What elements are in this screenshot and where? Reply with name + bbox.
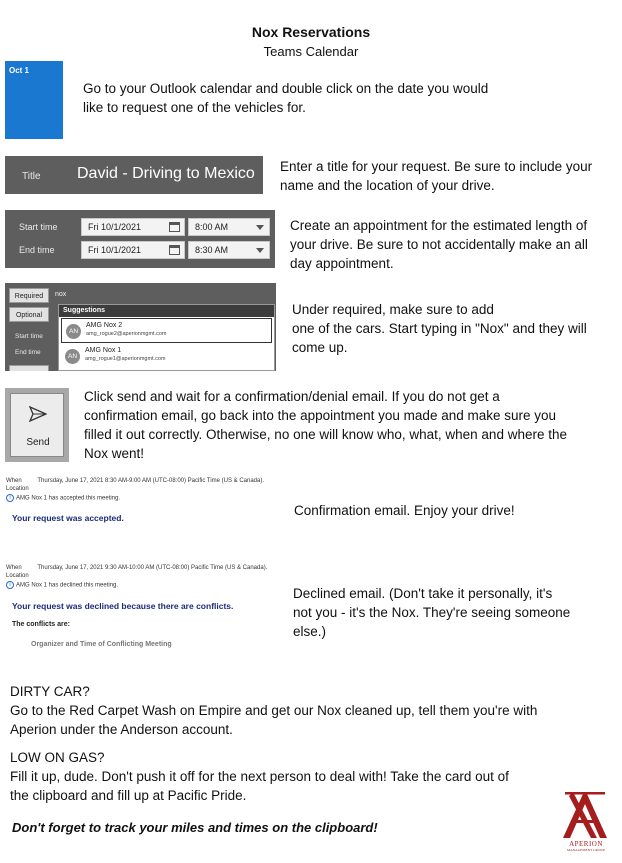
email-info-text: AMG Nox 1 has accepted this meeting. bbox=[16, 495, 121, 502]
suggestion-name: AMG Nox 1 bbox=[85, 347, 122, 354]
send-button-label: Send bbox=[26, 437, 50, 448]
declined-status: Your request was declined because there are conflicts. bbox=[12, 601, 234, 611]
end-date-picker[interactable] bbox=[81, 241, 185, 259]
calendar-date-label: Oct 1 bbox=[9, 66, 30, 75]
start-date-value: Fri 10/1/2021 bbox=[88, 222, 142, 232]
info-icon: i bbox=[6, 581, 14, 589]
send-button[interactable] bbox=[10, 393, 64, 457]
step5-line: confirmation email, go back into the appointment you made and make sure you bbox=[84, 408, 557, 423]
logo-subtitle: MANAGEMENT GROUP bbox=[567, 848, 605, 852]
title-field-input[interactable]: David - Driving to Mexico bbox=[77, 165, 255, 182]
chevron-down-icon bbox=[256, 225, 264, 230]
dirty-car-line: Aperion under the Anderson account. bbox=[10, 722, 233, 737]
step3-line: day appointment. bbox=[290, 256, 394, 271]
end-time-value: 8:30 AM bbox=[195, 245, 229, 255]
low-gas-section bbox=[10, 748, 509, 805]
suggestions-header: Suggestions bbox=[59, 305, 274, 317]
step3-line: Create an appointment for the estimated length of bbox=[290, 218, 588, 233]
email-location-label: Location bbox=[6, 573, 29, 579]
aperion-logo bbox=[551, 788, 621, 854]
attendees-panel bbox=[5, 283, 276, 371]
accepted-email bbox=[6, 478, 264, 523]
start-time-label: Start time bbox=[19, 222, 58, 232]
send-button-frame bbox=[5, 388, 69, 462]
declined-caption-line: not you - it's the Nox. They're seeing someone bbox=[293, 605, 571, 620]
end-time-label: End time bbox=[19, 245, 55, 255]
email-info-text: AMG Nox 1 has declined this meeting. bbox=[16, 582, 119, 589]
declined-email bbox=[6, 565, 267, 648]
conflicts-label: The conflicts are: bbox=[12, 621, 70, 628]
logo-name: APERION bbox=[569, 840, 603, 848]
dirty-car-line: Go to the Red Carpet Wash on Empire and get our Nox cleaned up, tell them you're with bbox=[10, 703, 538, 718]
accepted-status: Your request was accepted. bbox=[12, 513, 124, 523]
low-gas-line: the clipboard and fill up at Pacific Pride. bbox=[10, 788, 247, 803]
end-time-label: End time bbox=[15, 349, 41, 356]
suggestion-email: amg_rogue1@aperionmgmt.com bbox=[85, 356, 166, 362]
required-input[interactable]: nox bbox=[55, 291, 67, 298]
step2-line: name and the location of your drive. bbox=[280, 178, 495, 193]
suggestion-name: AMG Nox 2 bbox=[86, 322, 123, 329]
chevron-down-icon bbox=[256, 248, 264, 253]
step4-instructions bbox=[292, 300, 587, 357]
end-time-dropdown[interactable] bbox=[188, 241, 270, 259]
panel-button[interactable] bbox=[9, 365, 49, 371]
step4-line: Under required, make sure to add bbox=[292, 302, 494, 317]
declined-caption-line: else.) bbox=[293, 624, 327, 639]
step3-line: your drive. Be sure to not accidentally make an all bbox=[290, 237, 588, 252]
aperion-logo-mark bbox=[551, 788, 621, 840]
email-when-value: Thursday, June 17, 2021 8:30 AM-9:00 AM (UTC-08:00) Pacific Time (US & Canada). bbox=[37, 478, 265, 484]
declined-caption bbox=[293, 584, 570, 641]
email-when-row bbox=[6, 478, 264, 484]
accepted-caption: Confirmation email. Enjoy your drive! bbox=[294, 503, 515, 518]
page-subtitle: Teams Calendar bbox=[263, 44, 359, 59]
suggestions-dropdown bbox=[58, 304, 275, 371]
footer-tip: Don't forget to track your miles and times on the clipboard! bbox=[12, 820, 378, 835]
declined-caption-line: Declined email. (Don't take it personally, it's bbox=[293, 586, 553, 601]
email-when-value: Thursday, June 17, 2021 9:30 AM-10:00 AM (UTC-08:00) Pacific Time (US & Canada). bbox=[37, 565, 268, 571]
step5-line: Click send and wait for a confirmation/denial email. If you do not get a bbox=[84, 389, 500, 404]
email-when-label: When bbox=[6, 565, 22, 571]
suggestion-item[interactable] bbox=[61, 318, 272, 343]
avatar: AN bbox=[66, 324, 81, 339]
info-icon: i bbox=[6, 494, 14, 502]
low-gas-heading: LOW ON GAS? bbox=[10, 750, 105, 765]
required-button[interactable]: Required bbox=[9, 288, 49, 303]
step4-line: one of the cars. Start typing in "Nox" and they will bbox=[292, 321, 587, 336]
optional-button[interactable]: Optional bbox=[9, 307, 49, 322]
send-icon bbox=[29, 406, 47, 422]
conflict-column-header: Organizer and Time of Conflicting Meeting bbox=[31, 641, 172, 648]
step5-line: filled it out correctly. Otherwise, no one will know who, what, when and where the bbox=[84, 427, 567, 442]
email-when-row bbox=[6, 565, 267, 571]
low-gas-line: Fill it up, dude. Don't push it off for the next person to deal with! Take the card out of bbox=[10, 769, 509, 784]
step3-instructions bbox=[290, 216, 588, 273]
step1-instructions bbox=[83, 79, 488, 117]
start-time-dropdown[interactable] bbox=[188, 218, 270, 236]
step2-instructions bbox=[280, 157, 592, 195]
start-time-value: 8:00 AM bbox=[195, 222, 229, 232]
page-title: Nox Reservations bbox=[251, 24, 371, 40]
time-picker-panel bbox=[5, 210, 275, 268]
calendar-icon bbox=[169, 245, 180, 255]
start-date-picker[interactable] bbox=[81, 218, 185, 236]
step5-line: Nox went! bbox=[84, 446, 145, 461]
start-time-label: Start time bbox=[15, 333, 43, 340]
step1-line: Go to your Outlook calendar and double click on the date you would bbox=[83, 81, 489, 96]
dirty-car-section bbox=[10, 682, 537, 739]
step4-line: come up. bbox=[292, 340, 348, 355]
email-location-label: Location bbox=[6, 486, 29, 492]
email-when-label: When bbox=[6, 478, 22, 484]
suggestion-item[interactable] bbox=[61, 344, 272, 369]
dirty-car-heading: DIRTY CAR? bbox=[10, 684, 90, 699]
email-info-row bbox=[6, 581, 267, 589]
suggestion-email: amg_rogue2@aperionmgmt.com bbox=[86, 331, 167, 337]
title-field-label: Title bbox=[22, 171, 41, 182]
avatar: AN bbox=[65, 349, 80, 364]
calendar-icon bbox=[169, 222, 180, 232]
title-field-row bbox=[5, 156, 263, 194]
end-date-value: Fri 10/1/2021 bbox=[88, 245, 142, 255]
step1-line: like to request one of the vehicles for. bbox=[83, 100, 306, 115]
email-info-row bbox=[6, 494, 264, 502]
calendar-date-tile[interactable] bbox=[5, 61, 63, 139]
step2-line: Enter a title for your request. Be sure to include your bbox=[280, 159, 593, 174]
step5-instructions bbox=[84, 387, 567, 463]
